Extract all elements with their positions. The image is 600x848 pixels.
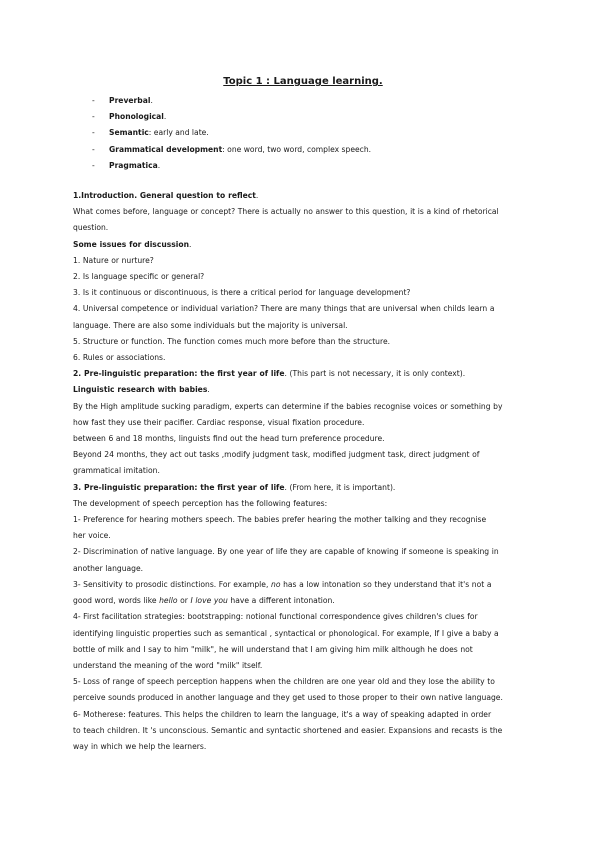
section-2-heading: 2. Pre-linguistic preparation: the first year of life. (This part is not necessary, it is only context). xyxy=(73,369,466,379)
outline-item-bold: Preverbal xyxy=(109,96,151,105)
feature-item: 5- Loss of range of speech perception happens when the children are one year old and they lose the ability to xyxy=(73,677,495,687)
outline-item-text: . xyxy=(150,96,153,105)
outline-item-text: . xyxy=(163,112,167,122)
issue-item: 3. Is it continuous or discontinuous, is there a critical period for language development? xyxy=(73,288,411,298)
issue-item: 2. Is language specific or general? xyxy=(73,272,205,282)
topic-outline-list xyxy=(73,93,533,174)
outline-item xyxy=(73,109,533,125)
dash-bullet: - xyxy=(92,96,95,105)
dash-bullet: - xyxy=(92,112,95,122)
body-line: question. xyxy=(73,223,109,233)
body-line: By the High amplitude sucking paradigm, experts can determine if the babies recognise voices or something by xyxy=(73,401,503,411)
section-1-heading: 1.Introduction. General question to reflect. xyxy=(73,191,259,201)
outline-item-bold: Pragmatica xyxy=(109,160,158,170)
outline-item xyxy=(73,142,533,158)
feature-item: good word, words like hello or I love you have a different intonation. xyxy=(73,596,335,606)
feature-item: way in which we help the learners. xyxy=(73,741,207,751)
feature-item: her voice. xyxy=(73,531,111,541)
outline-item-bold: Phonological xyxy=(109,112,164,122)
outline-item xyxy=(73,125,533,141)
issue-item: 4. Universal competence or individual variation? There are many things that are universal when childs learn a xyxy=(73,304,495,314)
body-line: between 6 and 18 months, linguists find out the head turn preference procedure. xyxy=(73,434,385,444)
issue-item: language. There are also some individuals but the majority is universal. xyxy=(73,320,348,330)
feature-item: identifying linguistic properties such as semantical , syntactical or phonological. For example, If I give a baby a xyxy=(73,628,499,638)
body-line: What comes before, language or concept? There is actually no answer to this question, it is a kind of rhetorical xyxy=(73,207,499,217)
outline-item-bold: Grammatical development xyxy=(109,144,223,154)
body-line: grammatical imitation. xyxy=(73,466,160,476)
body-line: Beyond 24 months, they act out tasks ,modify judgment task, modified judgment task, direct judgment of xyxy=(73,450,480,460)
issue-item: 1. Nature or nurture? xyxy=(73,255,154,265)
body-line: The development of speech perception has the following features: xyxy=(73,498,328,508)
feature-item: another language. xyxy=(73,563,144,573)
outline-item-text: : early and late. xyxy=(148,128,209,138)
feature-item: 6- Motherese: features. This helps the children to learn the language, it's a way of speaking adapted in order xyxy=(73,709,492,719)
feature-item: perceive sounds produced in another language and they get used to those proper to their own native language. xyxy=(73,693,503,703)
feature-item: understand the meaning of the word "milk" itself. xyxy=(73,660,263,670)
outline-item-text: : one word, two word, complex speech. xyxy=(222,144,372,154)
section-3-heading: 3. Pre-linguistic preparation: the first year of life. (From here, it is important). xyxy=(73,482,396,492)
dash-bullet: - xyxy=(92,144,95,154)
feature-item: 4- First facilitation strategies: bootstrapping: notional functional correspondence gives children's clues for xyxy=(73,612,478,622)
outline-item xyxy=(73,93,533,109)
issue-item: 6. Rules or associations. xyxy=(73,353,166,363)
outline-item xyxy=(73,158,533,174)
issue-item: 5. Structure or function. The function comes much more before than the structure. xyxy=(73,336,391,346)
dash-bullet: - xyxy=(92,128,95,138)
feature-item: 3- Sensitivity to prosodic distinctions. For example, no has a low intonation so they understand that it's not a xyxy=(73,579,492,589)
feature-item: 2- Discrimination of native language. By one year of life they are capable of knowing if someone is speaking in xyxy=(73,547,499,557)
outline-item-text: . xyxy=(157,160,161,170)
outline-item-bold: Semantic xyxy=(109,128,149,138)
feature-item: 1- Preference for hearing mothers speech. The babies prefer hearing the mother talking and they recognise xyxy=(73,515,487,525)
body-line: how fast they use their pacifier. Cardiac response, visual fixation procedure. xyxy=(73,417,365,427)
issues-heading: Some issues for discussion. xyxy=(73,239,192,249)
dash-bullet: - xyxy=(92,160,95,170)
feature-item: bottle of milk and I say to him "milk", he will understand that I am giving him milk although he does not xyxy=(73,644,473,654)
document-page xyxy=(73,76,533,755)
feature-item: to teach children. It 's unconscious. Semantic and syntactic shortened and easier. Expansions and recasts is the xyxy=(73,725,503,735)
page-title: Topic 1 : Language learning. xyxy=(223,76,383,87)
research-heading: Linguistic research with babies. xyxy=(73,385,210,395)
